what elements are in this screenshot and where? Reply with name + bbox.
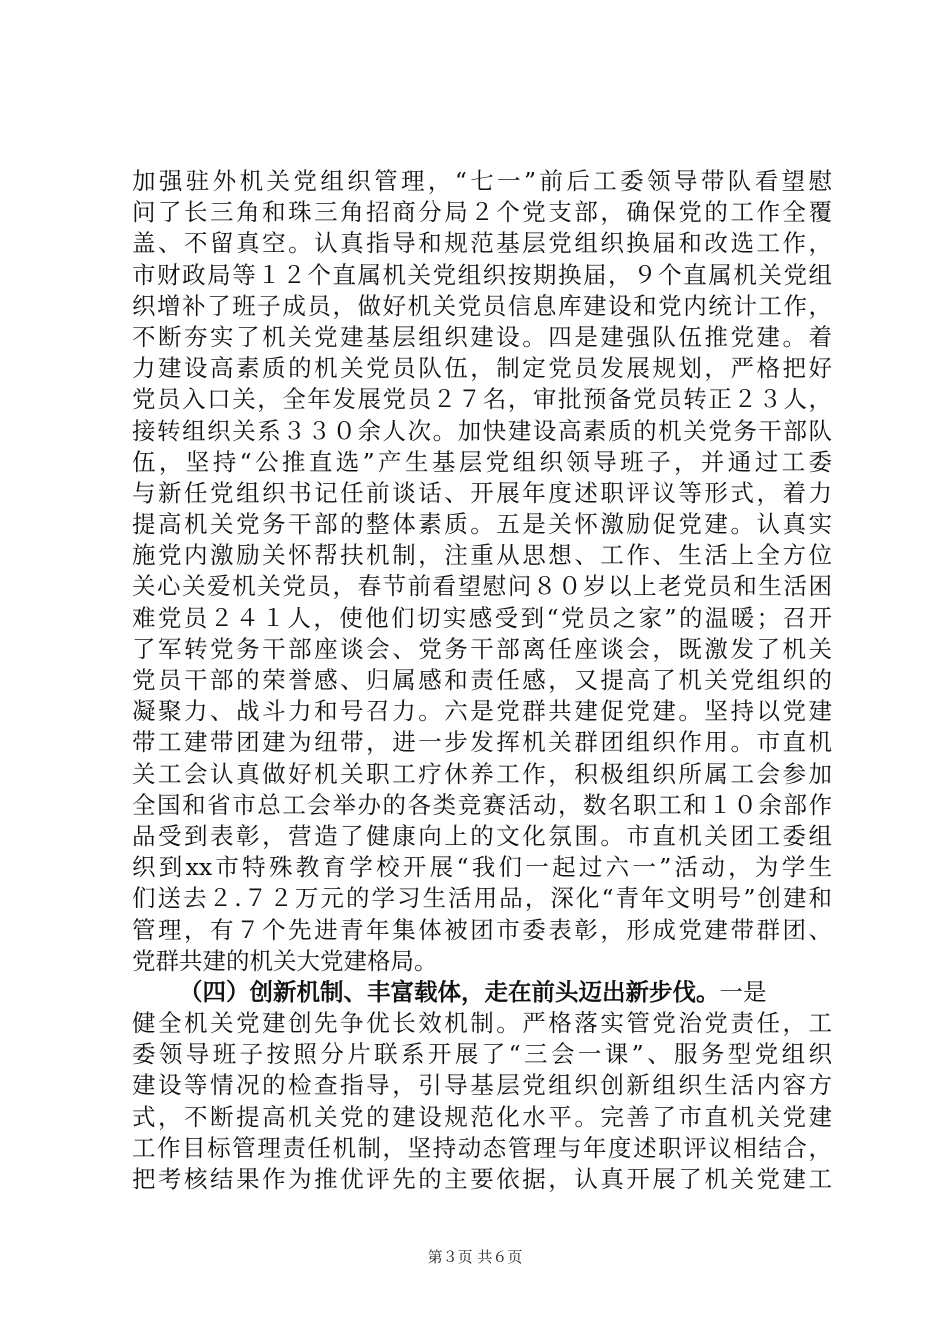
text-line: 式，不断提高机关党的建设规范化水平。完善了市直机关党建 — [132, 1102, 832, 1131]
text-line: 凝聚力、战斗力和号召力。六是党群共建促党建。坚持以党建 — [132, 697, 832, 726]
text-line: 工作目标管理责任机制，坚持动态管理与年度述职评议相结合， — [132, 1133, 832, 1162]
text-line: 盖、不留真空。认真指导和规范基层党组织换届和改选工作， — [132, 229, 832, 258]
text-line: 问了长三角和珠三角招商分局２个党支部，确保党的工作全覆 — [132, 198, 832, 227]
text-line: 了军转党务干部座谈会、党务干部离任座谈会，既激发了机关 — [132, 634, 832, 663]
text-line: 伍，坚持“公推直选”产生基层党组织领导班子，并通过工委 — [132, 447, 832, 476]
text-line: 把考核结果作为推优评先的主要依据，认真开展了机关党建工 — [132, 1165, 832, 1193]
body-text — [132, 166, 832, 1195]
page-number: 第３页 共６页 — [427, 1248, 523, 1266]
text-line: 健全机关党建创先争优长效机制。严格落实管党治党责任，工 — [132, 1009, 832, 1038]
text-line: 施党内激励关怀帮扶机制，注重从思想、工作、生活上全方位 — [132, 541, 832, 570]
text-line: 带工建带团建为纽带，进一步发挥机关群团组织作用。市直机 — [132, 728, 832, 757]
text-line: 全国和省市总工会举办的各类竞赛活动，数名职工和１０余部作 — [132, 790, 832, 819]
text-line: 党员入口关，全年发展党员２７名，审批预备党员转正２３人， — [132, 385, 832, 414]
section-heading-continuation: 一是 — [719, 977, 767, 1006]
text-line: 委领导班子按照分片联系开展了“三会一课”、服务型党组织 — [132, 1040, 832, 1069]
text-line: 建设等情况的检查指导，引导基层党组织创新组织生活内容方 — [132, 1071, 832, 1100]
text-line: 织到xx市特殊教育学校开展“我们一起过六一”活动，为学生 — [132, 853, 832, 882]
text-line: 提高机关党务干部的整体素质。五是关怀激励促党建。认真实 — [132, 510, 832, 539]
text-line: 接转组织关系３３０余人次。加快建设高素质的机关党务干部队 — [132, 416, 832, 445]
text-line: 关心关爱机关党员，春节前看望慰问８０岁以上老党员和生活困 — [132, 572, 832, 601]
text-line: 关工会认真做好机关职工疗休养工作，积极组织所属工会参加 — [132, 759, 832, 788]
text-line: 品受到表彰，营造了健康向上的文化氛围。市直机关团工委组 — [132, 821, 832, 850]
text-line: 织增补了班子成员，做好机关党员信息库建设和党内统计工作， — [132, 291, 832, 320]
text-line: 市财政局等１２个直属机关党组织按期换届，９个直属机关党组 — [132, 260, 832, 289]
section-heading-line — [132, 977, 832, 1008]
text-line: 党员干部的荣誉感、归属感和责任感，又提高了机关党组织的 — [132, 666, 832, 694]
text-line: 难党员２４１人，使他们切实感受到“党员之家”的温暖；召开 — [132, 603, 832, 632]
text-line: 党群共建的机关大党建格局。 — [132, 946, 438, 975]
text-line: 加强驻外机关党组织管理，“七一”前后工委领导带队看望慰 — [132, 167, 832, 195]
section-heading: （四）创新机制、丰富载体，走在前头迈出新步伐。 — [179, 977, 720, 1006]
text-line: 们送去２.７２万元的学习生活用品，深化“青年文明号”创建和 — [132, 884, 832, 913]
text-line: 不断夯实了机关党建基层组织建设。四是建强队伍推党建。着 — [132, 322, 832, 351]
text-line: 力建设高素质的机关党员队伍，制定党员发展规划，严格把好 — [132, 354, 832, 383]
text-line: 管理，有７个先进青年集体被团市委表彰，形成党建带群团、 — [132, 915, 832, 944]
text-line: 与新任党组织书记任前谈话、开展年度述职评议等形式，着力 — [132, 478, 832, 507]
